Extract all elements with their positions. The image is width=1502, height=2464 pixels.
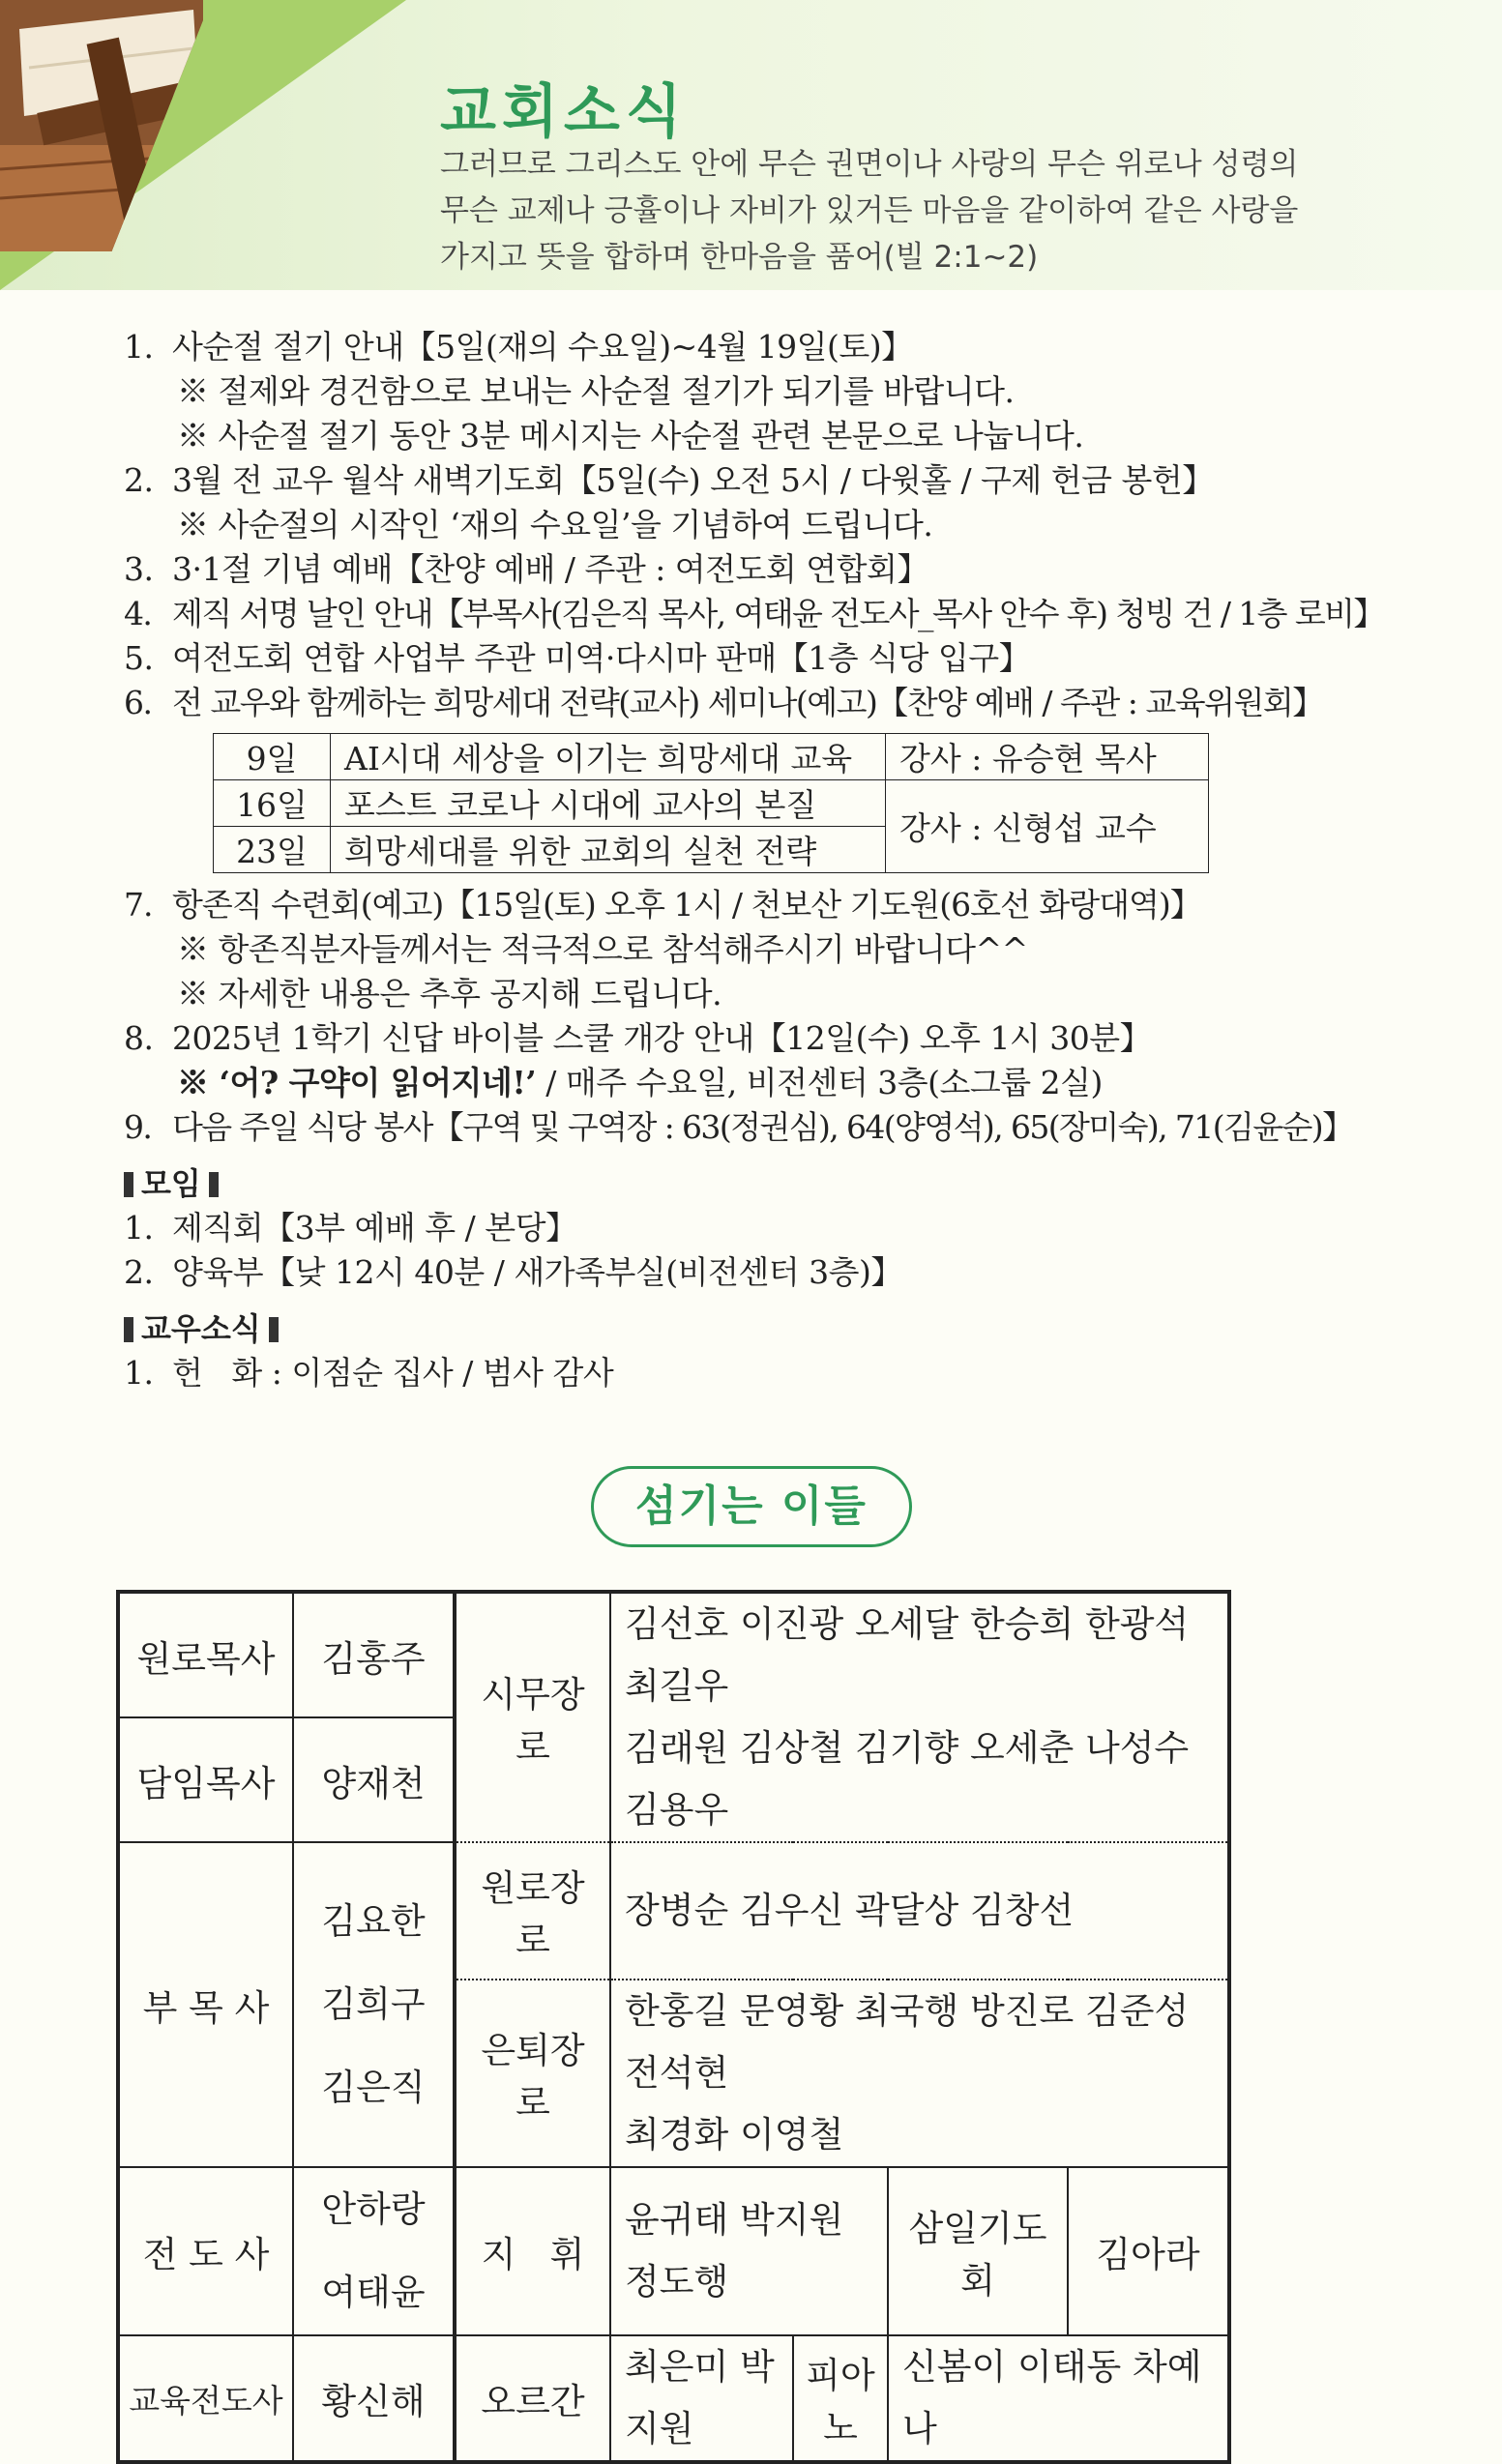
news-note: ※ 자세한 내용은 추후 공지해 드립니다. [177, 975, 722, 1012]
table-row [118, 1842, 1229, 1980]
members-news-heading: 교우소식 [124, 1306, 1410, 1351]
table-row [118, 2335, 1229, 2462]
news-item-2: 2. 3월 전 교우 월삭 새벽기도회【5일(수) 오전 5시 / 다윗홀 / 구제 헌금 봉헌】 [124, 461, 1214, 499]
assoc-pastor-name: 김요한 [321, 1900, 426, 1942]
seminar-schedule-table [213, 733, 1209, 873]
page-title: 교회소식 [440, 78, 688, 146]
assoc-pastor-names [293, 1842, 455, 2167]
seminar-speaker: 강사 : 신형섭 교수 [886, 780, 1209, 873]
assoc-pastor-name: 김희구 [321, 1983, 426, 2025]
table-row [214, 734, 1209, 780]
seminar-topic: 희망세대를 위한 교회의 실천 전략 [331, 827, 886, 873]
retired-names-line: 최경화 이영철 [625, 2114, 844, 2156]
meetings-heading: 모임 [124, 1161, 1410, 1206]
retired-elders-label: 은퇴장로 [455, 1980, 610, 2167]
table-row [118, 1592, 1229, 1717]
evangelist-names [293, 2167, 455, 2335]
servers-badge: 섬기는 이들 [591, 1466, 912, 1547]
news-item-1: 1. 사순절 절기 안내【5일(재의 수요일)~4월 19일(토)】 [124, 328, 913, 366]
seminar-speaker: 강사 : 유승현 목사 [886, 734, 1209, 780]
news-item-4: 4. 제직 서명 날인 안내【부목사(김은직 목사, 여태윤 전도사_목사 안수 후) 청빙 건 / 1층 로비】 [124, 595, 1384, 632]
verse-line: 그러므로 그리스도 안에 무슨 권면이나 사랑의 무슨 위로나 성령의 [440, 147, 1299, 182]
pianist-names: 신봄이 이태동 차예나 [902, 2346, 1202, 2449]
assoc-pastor-name: 김은직 [321, 2067, 426, 2108]
church-news-list [124, 325, 1410, 1395]
header-banner [0, 0, 1502, 290]
news-item-9: 9. 다음 주일 식당 봉사【구역 및 구역장 : 63(정권심), 64(양영석), 65(장미숙), 71(김윤순)】 [124, 1108, 1353, 1146]
seminar-date: 23일 [214, 827, 331, 873]
retired-names-line: 한홍길 문영황 최국행 방진로 김준성 전석현 [625, 1990, 1190, 2094]
news-note: ※ 사순절 절기 동안 3분 메시지는 사순절 관련 본문으로 나눕니다. [177, 417, 1084, 455]
news-note: ※ ‘어? 구약이 읽어지네!’ / 매주 수요일, 비전센터 3층(소그룹 2실) [177, 1064, 1103, 1101]
elder-pastor-label: 원로목사 [118, 1592, 293, 1717]
elder-names-line: 김선호 이진광 오세달 한승희 한광석 최길우 [625, 1603, 1190, 1707]
edu-evangelist-label: 교육전도사 [118, 2335, 293, 2462]
retired-elders-names [610, 1980, 1229, 2167]
organist-names: 최은미 박지원 [610, 2335, 793, 2462]
elder-pastor-name: 김홍주 [293, 1592, 455, 1717]
emeritus-elders-names: 장병순 김우신 곽달상 김창선 [610, 1842, 1229, 1980]
news-item-3: 3. 3·1절 기념 예배【찬양 예배 / 주관 : 여전도회 연합회】 [124, 550, 928, 588]
evangelist-name: 안하랑 [321, 2188, 426, 2230]
meeting-item: 1. 제직회【3부 예배 후 / 본당】 [124, 1209, 577, 1247]
conductor-names: 윤귀태 박지원 정도행 [610, 2167, 888, 2335]
table-row [214, 780, 1209, 827]
news-item-8: 8. 2025년 1학기 신답 바이블 스쿨 개강 안내【12일(수) 오후 1시 30분】 [124, 1019, 1152, 1057]
edu-evangelist-name: 황신해 [293, 2335, 455, 2462]
verse-line: 가지고 뜻을 합하며 한마음을 품어(빌 2:1~2) [440, 240, 1039, 275]
elder-names-line: 김래원 김상철 김기향 오세춘 나성수 김용우 [625, 1727, 1190, 1831]
seminar-topic: 포스트 코로나 시대에 교사의 본질 [331, 780, 886, 827]
news-note: ※ 절제와 경건함으로 보내는 사순절 절기가 되기를 바랍니다. [177, 372, 1015, 410]
table-row [118, 2167, 1229, 2335]
seminar-topic: AI시대 세상을 이기는 희망세대 교육 [331, 734, 886, 780]
news-item-6: 6. 전 교우와 함께하는 희망세대 전략(교사) 세미나(예고)【찬양 예배 / 주관 : 교육위원회】 [124, 684, 1323, 721]
news-note: ※ 사순절의 시작인 ‘재의 수요일’을 기념하여 드립니다. [177, 506, 933, 543]
active-elders-names [610, 1592, 1229, 1842]
servers-table [116, 1590, 1231, 2464]
assoc-pastor-label: 부 목 사 [118, 1842, 293, 2167]
active-elders-label: 시무장로 [455, 1592, 610, 1842]
prayer-meeting-label: 삼일기도회 [888, 2167, 1068, 2335]
organ-label: 오르간 [455, 2335, 610, 2462]
prayer-meeting-leader: 김아라 [1068, 2167, 1229, 2335]
seminar-date: 9일 [214, 734, 331, 780]
news-note: ※ 항존직분자들께서는 적극적으로 참석해주시기 바랍니다^^ [177, 930, 1028, 968]
seminar-date: 16일 [214, 780, 331, 827]
evangelist-label: 전 도 사 [118, 2167, 293, 2335]
news-item-7: 7. 항존직 수련회(예고)【15일(토) 오후 1시 / 천보산 기도원(6호선 화랑대역)】 [124, 886, 1201, 924]
piano-label: 피아노 [793, 2335, 888, 2462]
header-verse [440, 141, 1407, 280]
news-item-5: 5. 여전도회 연합 사업부 주관 미역·다시마 판매【1층 식당 입구】 [124, 639, 1031, 677]
senior-pastor-name: 양재천 [293, 1717, 455, 1842]
senior-pastor-label: 담임목사 [118, 1717, 293, 1842]
verse-line: 무슨 교제나 긍휼이나 자비가 있거든 마음을 같이하여 같은 사랑을 [440, 193, 1299, 228]
members-news-item: 1. 헌 화 : 이점순 집사 / 범사 감사 [124, 1354, 614, 1392]
evangelist-name: 여태윤 [321, 2272, 426, 2313]
emeritus-elders-label: 원로장로 [455, 1842, 610, 1980]
conductor-label: 지 휘 [455, 2167, 610, 2335]
meeting-item: 2. 양육부【낮 12시 40분 / 새가족부실(비전센터 3층)】 [124, 1253, 902, 1291]
